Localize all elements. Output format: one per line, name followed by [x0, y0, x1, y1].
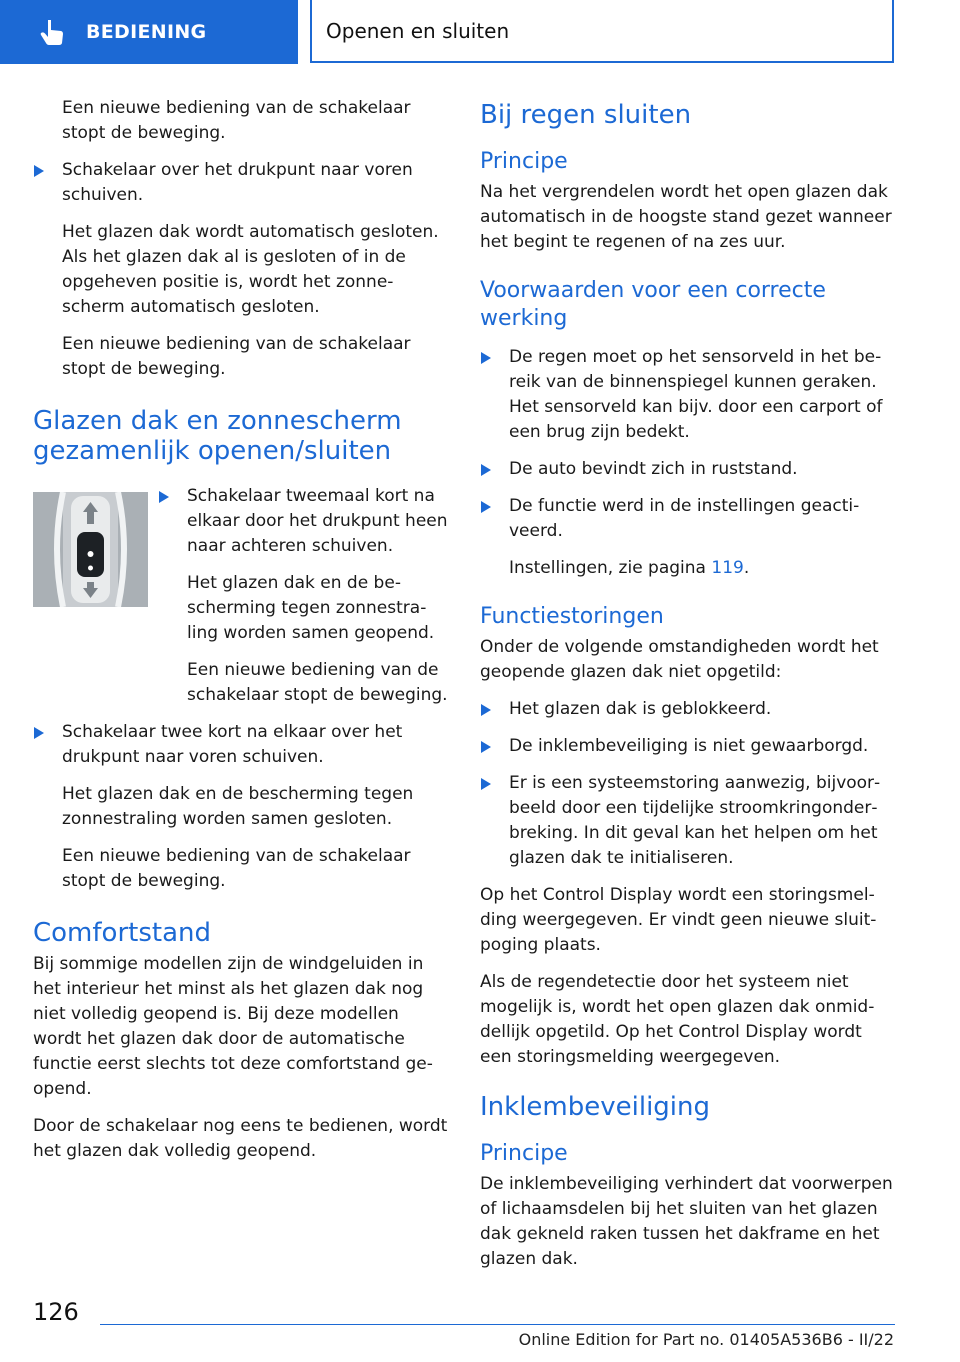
list-item: [33, 720, 448, 894]
paragraph: Na het vergrendelen wordt het open glazen dak automatisch in de hoogste stand gezet wanneer het begint te regenen of na zes uur.: [480, 182, 892, 252]
bullet-text: Schakelaar over het drukpunt naar voren schuiven.: [62, 160, 413, 205]
list-item: [480, 771, 898, 871]
paragraph: Bij sommige modellen zijn de windgeluiden in het interieur het minst als het glazen dak nog niet volledig geopend is. Bij deze modellen wordt het glazen dak door de automatische functie eerst slechts tot deze comfortstand geopend.: [33, 954, 433, 1099]
paragraph: Door de schakelaar nog eens te bedienen, wordt het glazen dak volledig geopend.: [33, 1116, 448, 1161]
heading-glazen-dak: Glazen dak en zonnescherm gezamenlijk openen/sluiten: [33, 406, 402, 466]
bullet-subtext: Een nieuwe bediening van de schakelaar stopt de beweging.: [62, 334, 411, 379]
triangle-bullet-icon: [481, 501, 491, 513]
bullet-subtext: Het glazen dak wordt automatisch gesloten. Als het glazen dak al is gesloten of in de opgeheven positie is, wordt het zonnescherm automatisch gesloten.: [62, 222, 439, 317]
triangle-bullet-icon: [481, 704, 491, 716]
list-item: [480, 457, 898, 482]
paragraph: Een nieuwe bediening van de schakelaar stopt de beweging.: [62, 98, 411, 143]
heading-voorwaarden: Voorwaarden voor een correcte werking: [480, 278, 826, 331]
paragraph: De inklembeveiliging verhindert dat voorwerpen of lichaamsdelen bij het sluiten van het glazen dak gekneld raken tussen het dakframe en het glazen dak.: [480, 1174, 893, 1269]
list-item: [480, 345, 898, 445]
bullet-subtext: Het glazen dak en de bescherming tegen zonnestraling worden samen gesloten.: [62, 784, 414, 829]
bullet-text: Schakelaar twee kort na elkaar over het drukpunt naar voren schuiven.: [62, 722, 403, 767]
heading-principe: Principe: [480, 149, 568, 174]
bullet-text: De auto bevindt zich in ruststand.: [509, 459, 798, 479]
heading-functiestoringen: Functiestoringen: [480, 604, 664, 629]
crossref-suffix: .: [743, 558, 750, 578]
bullet-text: Er is een systeemstoring aanwezig, bijvoorbeeld door een tijdelijke stroomkringonderbreking. In dit geval kan het helpen om het glazen dak te initialiseren.: [509, 773, 881, 868]
paragraph: Onder de volgende omstandigheden wordt het geopende glazen dak niet opgetild:: [480, 637, 879, 682]
page-link-119[interactable]: 119: [711, 558, 744, 578]
right-column: [480, 96, 898, 1284]
bullet-text: De regen moet op het sensorveld in het bereik van de binnenspiegel kunnen geraken. Het sensorveld kan bijv. door een carport of een brug zijn bedekt.: [509, 347, 883, 442]
triangle-bullet-icon: [34, 727, 44, 739]
figure-row: [33, 484, 448, 720]
footer-edition: Online Edition for Part no. 01405A536B6 - II/22: [518, 1330, 894, 1349]
crossref-text: Instellingen, zie pagina: [509, 558, 712, 578]
bullet-text: Het glazen dak is geblokkeerd.: [509, 699, 772, 719]
chapter-title: Openen en sluiten: [326, 18, 510, 43]
list-item: [480, 494, 898, 581]
list-item: [33, 158, 448, 382]
heading-bij-regen: Bij regen sluiten: [480, 100, 692, 130]
triangle-bullet-icon: [481, 464, 491, 476]
heading-comfortstand: Comfortstand: [33, 918, 211, 948]
triangle-bullet-icon: [481, 352, 491, 364]
triangle-bullet-icon: [159, 491, 169, 503]
paragraph: Als de regendetectie door het systeem niet mogelijk is, wordt het open glazen dak onmiddellijk opgetild. Op het Control Display wordt een storingsmelding weergegeven.: [480, 972, 875, 1067]
chapter-header: [310, 0, 894, 63]
bullet-subtext: Een nieuwe bediening van de schakelaar stopt de beweging.: [62, 846, 411, 891]
page-number: 126: [33, 1298, 79, 1326]
list-item: [158, 484, 448, 708]
footer-divider: [100, 1324, 895, 1325]
triangle-bullet-icon: [34, 165, 44, 177]
heading-principe: Principe: [480, 1141, 568, 1166]
triangle-bullet-icon: [481, 778, 491, 790]
paragraph: Op het Control Display wordt een storingsmelding weergegeven. Er vindt geen nieuwe sluitpoging plaats.: [480, 885, 877, 955]
list-item: [480, 697, 898, 722]
header-section-tab: [0, 0, 298, 64]
pointing-hand-icon: [36, 17, 66, 47]
section-title: BEDIENING: [86, 21, 207, 43]
bullet-subtext: Het glazen dak en de bescherming tegen zonnestraling worden samen geopend.: [187, 573, 435, 643]
list-item: [480, 734, 898, 759]
bullet-text: Schakelaar tweemaal kort na elkaar door het drukpunt heen naar achteren schuiven.: [187, 486, 448, 556]
heading-inklembeveiliging: Inklembeveiliging: [480, 1092, 711, 1122]
triangle-bullet-icon: [481, 741, 491, 753]
bullet-subtext: [509, 556, 898, 581]
bullet-text: De inklembeveiliging is niet gewaarborgd.: [509, 736, 869, 756]
roof-switch-image: [33, 492, 148, 607]
left-column: [33, 96, 448, 1176]
bullet-subtext: Een nieuwe bediening van de schakelaar stopt de beweging.: [187, 660, 448, 705]
figure-text: [158, 484, 448, 720]
bullet-text: De functie werd in de instellingen geactiveerd.: [509, 496, 860, 541]
